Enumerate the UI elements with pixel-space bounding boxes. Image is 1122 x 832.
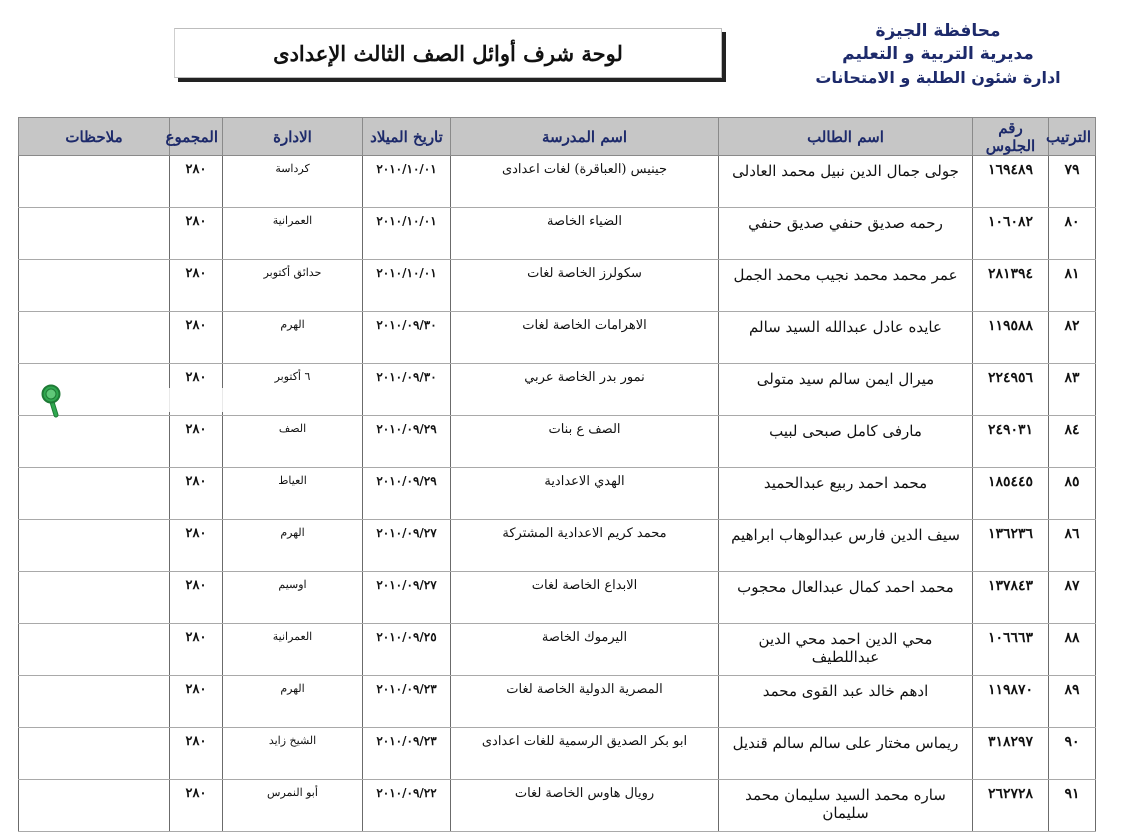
seat-cell: ١١٩٨٧٠ <box>973 676 1049 728</box>
col-header-dob: تاريخ الميلاد <box>363 118 451 156</box>
name-cell: ميرال ايمن سالم سيد متولى <box>719 364 973 416</box>
school-cell: نمور بدر الخاصة عربي <box>451 364 719 416</box>
notes-cell <box>19 624 170 676</box>
notes-cell <box>19 416 170 468</box>
dob-cell: ٢٠١٠/٠٩/٢٧ <box>363 520 451 572</box>
school-cell: جينيس (العباقرة) لغات اعدادى <box>451 156 719 208</box>
notes-cell <box>19 260 170 312</box>
col-header-rank: الترتيب <box>1049 118 1096 156</box>
rank-cell: ٨٨ <box>1049 624 1096 676</box>
honor-roll-table <box>18 117 1096 832</box>
total-cell: ٢٨٠ <box>170 572 223 624</box>
admin-cell: حدائق أكتوبر <box>223 260 363 312</box>
governorate-label: محافظة الجيزة <box>875 21 1001 41</box>
table-row <box>19 728 1096 780</box>
dob-cell: ٢٠١٠/٠٩/٢٩ <box>363 416 451 468</box>
admin-cell: الشيخ زايد <box>223 728 363 780</box>
notes-cell <box>19 312 170 364</box>
total-cell: ٢٨٠ <box>170 156 223 208</box>
admin-cell: ٦ أكتوبر <box>223 364 363 416</box>
col-header-school: اسم المدرسة <box>451 118 719 156</box>
dob-cell: ٢٠١٠/٠٩/٢٣ <box>363 676 451 728</box>
total-cell: ٢٨٠ <box>170 416 223 468</box>
name-cell: رحمه صديق حنفي صديق حنفي <box>719 208 973 260</box>
rank-cell: ٨٦ <box>1049 520 1096 572</box>
rank-cell: ٩١ <box>1049 780 1096 832</box>
name-cell: ساره محمد السيد سليمان محمد سليمان <box>719 780 973 832</box>
notes-cell <box>19 468 170 520</box>
school-cell: اليرموك الخاصة <box>451 624 719 676</box>
total-cell: ٢٨٠ <box>170 676 223 728</box>
table-row <box>19 416 1096 468</box>
seat-cell: ١٣٧٨٤٣ <box>973 572 1049 624</box>
name-cell: محمد احمد ربيع عبدالحميد <box>719 468 973 520</box>
total-cell: ٢٨٠ <box>170 208 223 260</box>
admin-cell: العمرانية <box>223 208 363 260</box>
table-row <box>19 156 1096 208</box>
col-header-total: المجموع <box>170 118 223 156</box>
name-cell: مارفى كامل صبحى لبيب <box>719 416 973 468</box>
seat-cell: ١٨٥٤٤٥ <box>973 468 1049 520</box>
admin-cell: أبو النمرس <box>223 780 363 832</box>
name-cell: جولى جمال الدين نبيل محمد العادلى <box>719 156 973 208</box>
seat-cell: ١٠٦٦٦٣ <box>973 624 1049 676</box>
faded-watermark-overlay <box>72 388 232 412</box>
rank-cell: ٨١ <box>1049 260 1096 312</box>
seat-cell: ١٠٦٠٨٢ <box>973 208 1049 260</box>
total-cell: ٢٨٠ <box>170 624 223 676</box>
dob-cell: ٢٠١٠/٠٩/٣٠ <box>363 364 451 416</box>
notes-cell <box>19 728 170 780</box>
total-cell: ٢٨٠ <box>170 260 223 312</box>
col-header-name: اسم الطالب <box>719 118 973 156</box>
rank-cell: ٨٧ <box>1049 572 1096 624</box>
seat-cell: ٢٢٤٩٥٦ <box>973 364 1049 416</box>
total-cell: ٢٨٠ <box>170 780 223 832</box>
department-label: ادارة شئون الطلبة و الامتحانات <box>815 68 1061 87</box>
total-cell: ٢٨٠ <box>170 312 223 364</box>
dob-cell: ٢٠١٠/١٠/٠١ <box>363 260 451 312</box>
notes-cell <box>19 676 170 728</box>
dob-cell: ٢٠١٠/٠٩/٢٩ <box>363 468 451 520</box>
rank-cell: ٩٠ <box>1049 728 1096 780</box>
admin-cell: الهرم <box>223 520 363 572</box>
name-cell: ادهم خالد عبد القوى محمد <box>719 676 973 728</box>
table-row <box>19 780 1096 832</box>
admin-cell: كرداسة <box>223 156 363 208</box>
table-row <box>19 468 1096 520</box>
school-cell: الضياء الخاصة <box>451 208 719 260</box>
page-title: لوحة شرف أوائل الصف الثالث الإعدادى <box>273 40 623 66</box>
total-cell: ٢٨٠ <box>170 364 223 416</box>
col-header-seat: رقم الجلوس <box>973 118 1049 156</box>
admin-cell: العمرانية <box>223 624 363 676</box>
dob-cell: ٢٠١٠/٠٩/٢٣ <box>363 728 451 780</box>
dob-cell: ٢٠١٠/٠٩/٢٥ <box>363 624 451 676</box>
school-cell: المصرية الدولية الخاصة لغات <box>451 676 719 728</box>
school-cell: الصف ع بنات <box>451 416 719 468</box>
col-header-notes: ملاحظات <box>19 118 170 156</box>
total-cell: ٢٨٠ <box>170 520 223 572</box>
school-cell: سكولرز الخاصة لغات <box>451 260 719 312</box>
school-cell: ابو بكر الصديق الرسمية للغات اعدادى <box>451 728 719 780</box>
rank-cell: ٨٠ <box>1049 208 1096 260</box>
rank-cell: ٨٥ <box>1049 468 1096 520</box>
rank-cell: ٧٩ <box>1049 156 1096 208</box>
school-cell: الابداع الخاصة لغات <box>451 572 719 624</box>
rank-cell: ٨٤ <box>1049 416 1096 468</box>
name-cell: محي الدين احمد محي الدين عبداللطيف <box>719 624 973 676</box>
table-header-row <box>19 118 1096 156</box>
admin-cell: اوسيم <box>223 572 363 624</box>
school-cell: رويال هاوس الخاصة لغات <box>451 780 719 832</box>
dob-cell: ٢٠١٠/٠٩/٢٢ <box>363 780 451 832</box>
notes-cell <box>19 520 170 572</box>
admin-cell: الهرم <box>223 676 363 728</box>
notes-cell <box>19 572 170 624</box>
table-row <box>19 312 1096 364</box>
table-row <box>19 520 1096 572</box>
dob-cell: ٢٠١٠/١٠/٠١ <box>363 156 451 208</box>
notes-cell <box>19 208 170 260</box>
admin-cell: الصف <box>223 416 363 468</box>
total-cell: ٢٨٠ <box>170 728 223 780</box>
name-cell: سيف الدين فارس عبدالوهاب ابراهيم <box>719 520 973 572</box>
seat-cell: ٣١٨٢٩٧ <box>973 728 1049 780</box>
col-header-admin: الادارة <box>223 118 363 156</box>
school-cell: محمد كريم الاعدادية المشتركة <box>451 520 719 572</box>
name-cell: ريماس مختار على سالم سالم قنديل <box>719 728 973 780</box>
admin-cell: الهرم <box>223 312 363 364</box>
magnifier-icon[interactable] <box>40 384 66 418</box>
name-cell: عمر محمد محمد نجيب محمد الجمل <box>719 260 973 312</box>
table-row <box>19 260 1096 312</box>
name-cell: عايده عادل عبدالله السيد سالم <box>719 312 973 364</box>
notes-cell <box>19 780 170 832</box>
organization-header <box>788 20 1088 89</box>
rank-cell: ٨٢ <box>1049 312 1096 364</box>
total-cell: ٢٨٠ <box>170 468 223 520</box>
rank-cell: ٨٩ <box>1049 676 1096 728</box>
seat-cell: ٢٨١٣٩٤ <box>973 260 1049 312</box>
school-cell: الهدي الاعدادية <box>451 468 719 520</box>
school-cell: الاهرامات الخاصة لغات <box>451 312 719 364</box>
name-cell: محمد احمد كمال عبدالعال محجوب <box>719 572 973 624</box>
seat-cell: ١٦٩٤٨٩ <box>973 156 1049 208</box>
seat-cell: ١١٩٥٨٨ <box>973 312 1049 364</box>
table-row <box>19 572 1096 624</box>
table-row <box>19 624 1096 676</box>
honor-roll-table-container <box>19 117 1096 832</box>
page-title-box <box>174 28 722 78</box>
rank-cell: ٨٣ <box>1049 364 1096 416</box>
dob-cell: ٢٠١٠/١٠/٠١ <box>363 208 451 260</box>
seat-cell: ٢٤٩٠٣١ <box>973 416 1049 468</box>
table-row <box>19 676 1096 728</box>
dob-cell: ٢٠١٠/٠٩/٣٠ <box>363 312 451 364</box>
dob-cell: ٢٠١٠/٠٩/٢٧ <box>363 572 451 624</box>
notes-cell <box>19 156 170 208</box>
admin-cell: العياط <box>223 468 363 520</box>
table-row <box>19 208 1096 260</box>
directorate-label: مديرية التربية و التعليم <box>842 44 1034 64</box>
seat-cell: ٢٦٢٧٢٨ <box>973 780 1049 832</box>
seat-cell: ١٣٦٢٣٦ <box>973 520 1049 572</box>
